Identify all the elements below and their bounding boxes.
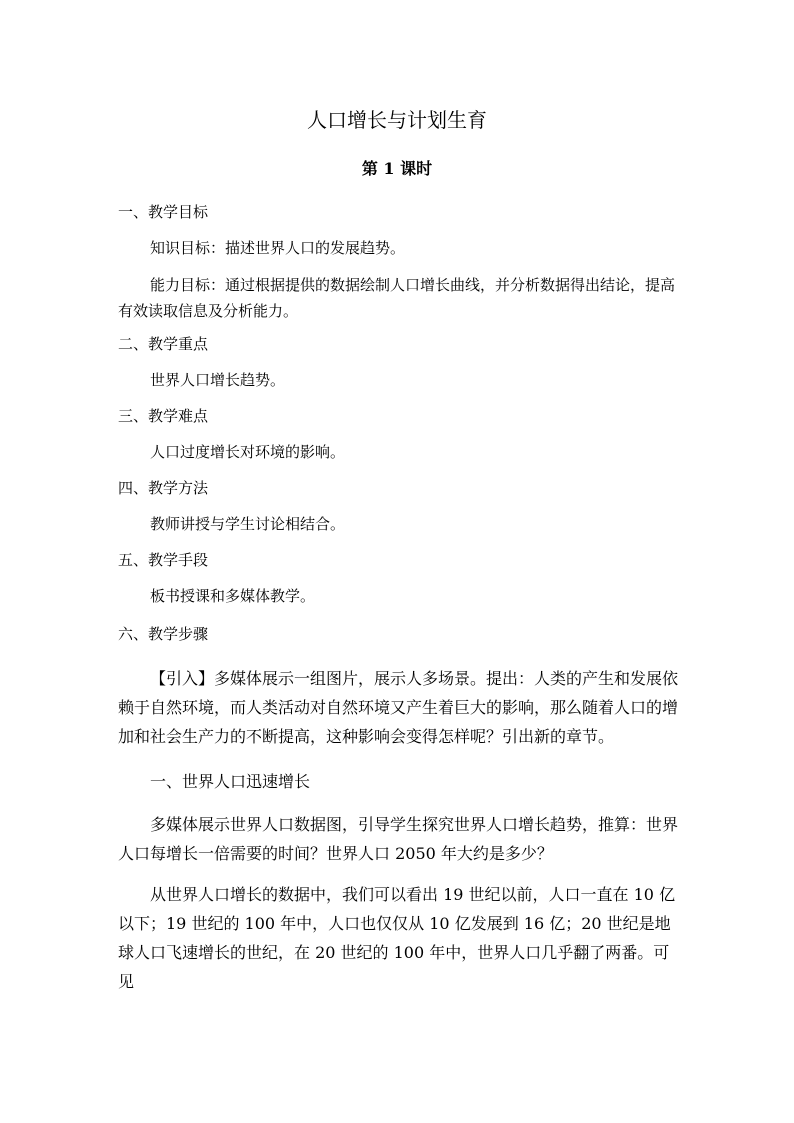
- section-heading-difficulties: 三、教学难点: [118, 407, 209, 425]
- steps-paragraph-2: 从世界人口增长的数据中，我们可以看出 19 世纪以前，人口一直在 10 亿以下；19 世纪的 100 年中，人口也仅仅从 10 亿发展到 16 亿；20 世纪是地球人口飞速增长的世纪，在 20 世纪的 100 年中，世界人口几乎翻了两番。可见: [118, 885, 676, 991]
- page-title: 人口增长与计划生育: [307, 108, 487, 132]
- section-content-difficulties: 人口过度增长对环境的影响。: [150, 443, 346, 461]
- steps-paragraph-1: 多媒体展示世界人口数据图，引导学生探究世界人口增长趋势，推算：世界人口每增长一倍需要的时间？世界人口 2050 年大约是多少？: [118, 815, 679, 863]
- steps-intro-paragraph: 【引入】多媒体展示一组图片，展示人多场景。提出：人类的产生和发展依赖于自然环境，而人类活动对自然环境又产生着巨大的影响，那么随着人口的增加和社会生产力的不断提高，这种影响会变得怎样呢？引出新的章节。: [118, 669, 679, 746]
- objective-knowledge: 知识目标：描述世界人口的发展趋势。: [150, 239, 406, 257]
- section-heading-methods: 四、教学方法: [118, 479, 209, 497]
- objective-ability: 能力目标：通过根据提供的数据绘制人口增长曲线，并分析数据得出结论，提高有效读取信息及分析能力。: [118, 276, 676, 320]
- section-heading-key-points: 二、教学重点: [118, 335, 209, 353]
- section-heading-steps: 六、教学步骤: [118, 625, 209, 643]
- page-subtitle: 第 1 课时: [361, 159, 433, 178]
- section-content-key-points: 世界人口增长趋势。: [150, 371, 286, 389]
- section-heading-objectives: 一、教学目标: [118, 203, 209, 221]
- section-content-methods: 教师讲授与学生讨论相结合。: [150, 515, 346, 533]
- section-content-means: 板书授课和多媒体教学。: [150, 587, 316, 605]
- section-heading-means: 五、教学手段: [118, 551, 209, 569]
- steps-sub-heading: 一、世界人口迅速增长: [150, 772, 311, 791]
